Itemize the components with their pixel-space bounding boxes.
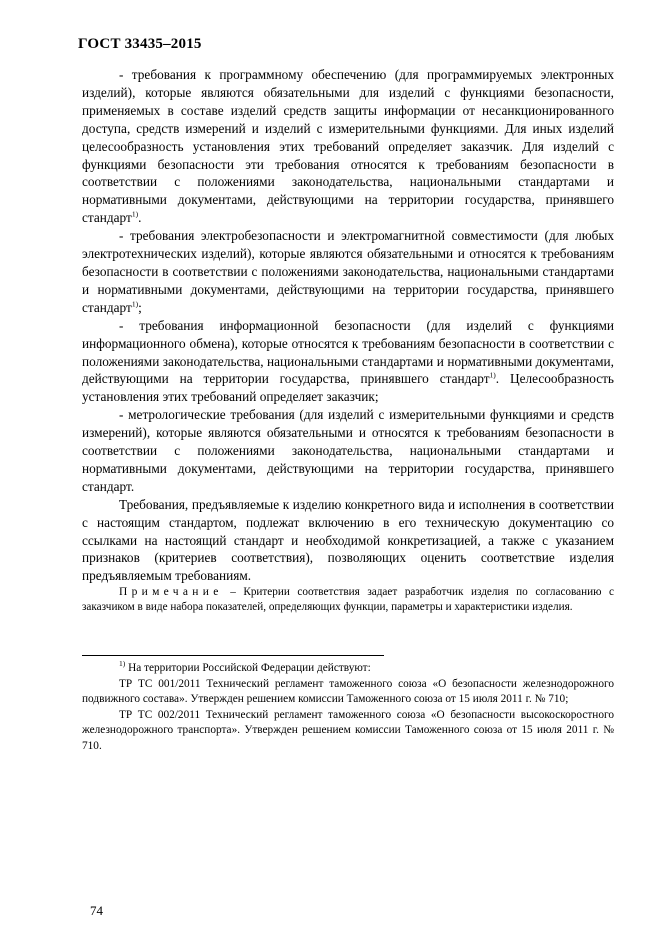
paragraph-software-requirements: - требования к программному обеспечению (для программируемых электронных изделий), которые являются обязательными для изделий с функциями безопасности, применяемых в составе изделий средств защиты информации от несанкционированного доступа, средств измерений и изделий с измерительными функциями. Для иных изделий целесообразность установления этих требований определяет заказчик. Для изделий с функциями безопасности эти требования относятся к требованиям безопасности в соответствии с положениями законодательства, национальными стандартами и нормативными документами, действующими на территории государства, принявшего стандарт$^{1)}$. (82, 67, 614, 226)
footnote-ref: 1) (131, 299, 139, 309)
paragraph-metrological: - метрологические требования (для изделий с измерительными функциями и средств измерений), которые являются обязательными и относятся к требованиям безопасности в соответствии с положениями законодательства, национальными стандартами и нормативными документами, действующими на территории государства, принявшего стандарт. (82, 407, 614, 494)
page-number: 74 (90, 903, 103, 918)
paragraph-documentation: Требования, предъявляемые к изделию конкретного вида и исполнения в соответствии с настоящим стандартом, подлежат включению в его техническую документацию со ссылками на настоящий стандарт и необходимой конкретизацией, а также с указанием признаков (критериев соответствия), позволяющих оценить соответствие изделия предъявляемым требованиям. (82, 496, 614, 584)
body-text (82, 66, 614, 615)
note-text: – Критерии соответствия задает разработчик изделия по согласованию с заказчиком в виде набора показателей, определяющих функции, параметры и характеристики изделия. (82, 586, 614, 614)
footnote-item: ТР ТС 001/2011 Технический регламент таможенного союза «О безопасности железнодорожного подвижного состава». Утвержден решением комиссии Таможенного союза от 15 июля 2011 г. № 710; (82, 677, 614, 706)
footnote-marker: 1) (119, 659, 126, 669)
footnotes (82, 661, 614, 755)
footnote-separator (82, 655, 384, 656)
standard-header: ГОСТ 33435–2015 (78, 36, 202, 52)
footnote-item: ТР ТС 002/2011 Технический регламент таможенного союза «О безопасности высокоскоростного железнодорожного транспорта». Утвержден решением комиссии Таможенного союза от 15 июля 2011 г. № 710. (82, 708, 614, 752)
footnote-intro: $^{1)}$ На территории Российской Федерации действуют: (119, 659, 371, 674)
note-label: Примечание (119, 586, 223, 599)
note (82, 585, 614, 615)
footnote-ref: 1) (489, 370, 496, 380)
footnote-ref: 1) (131, 209, 139, 219)
paragraph-information-security: - требования информационной безопасности (для изделий с функциями информационного обмена), которые относятся к требованиям безопасности в соответствии с положениями законодательства, национальными стандартами и нормативными документами, действующими на территории государства, принявшего стандарт$^{1)}$. Целесообразность установления этих требований определяет заказчик; (82, 317, 614, 405)
paragraph-electrical-safety: - требования электробезопасности и электромагнитной совместимости (для любых электротехнических изделий), которые являются обязательными и относятся к требованиям безопасности в соответствии с положениями законодательства, национальными стандартами и нормативными документами, действующими на территории государства, принявшего стандарт$^{1)}$; (82, 228, 614, 315)
